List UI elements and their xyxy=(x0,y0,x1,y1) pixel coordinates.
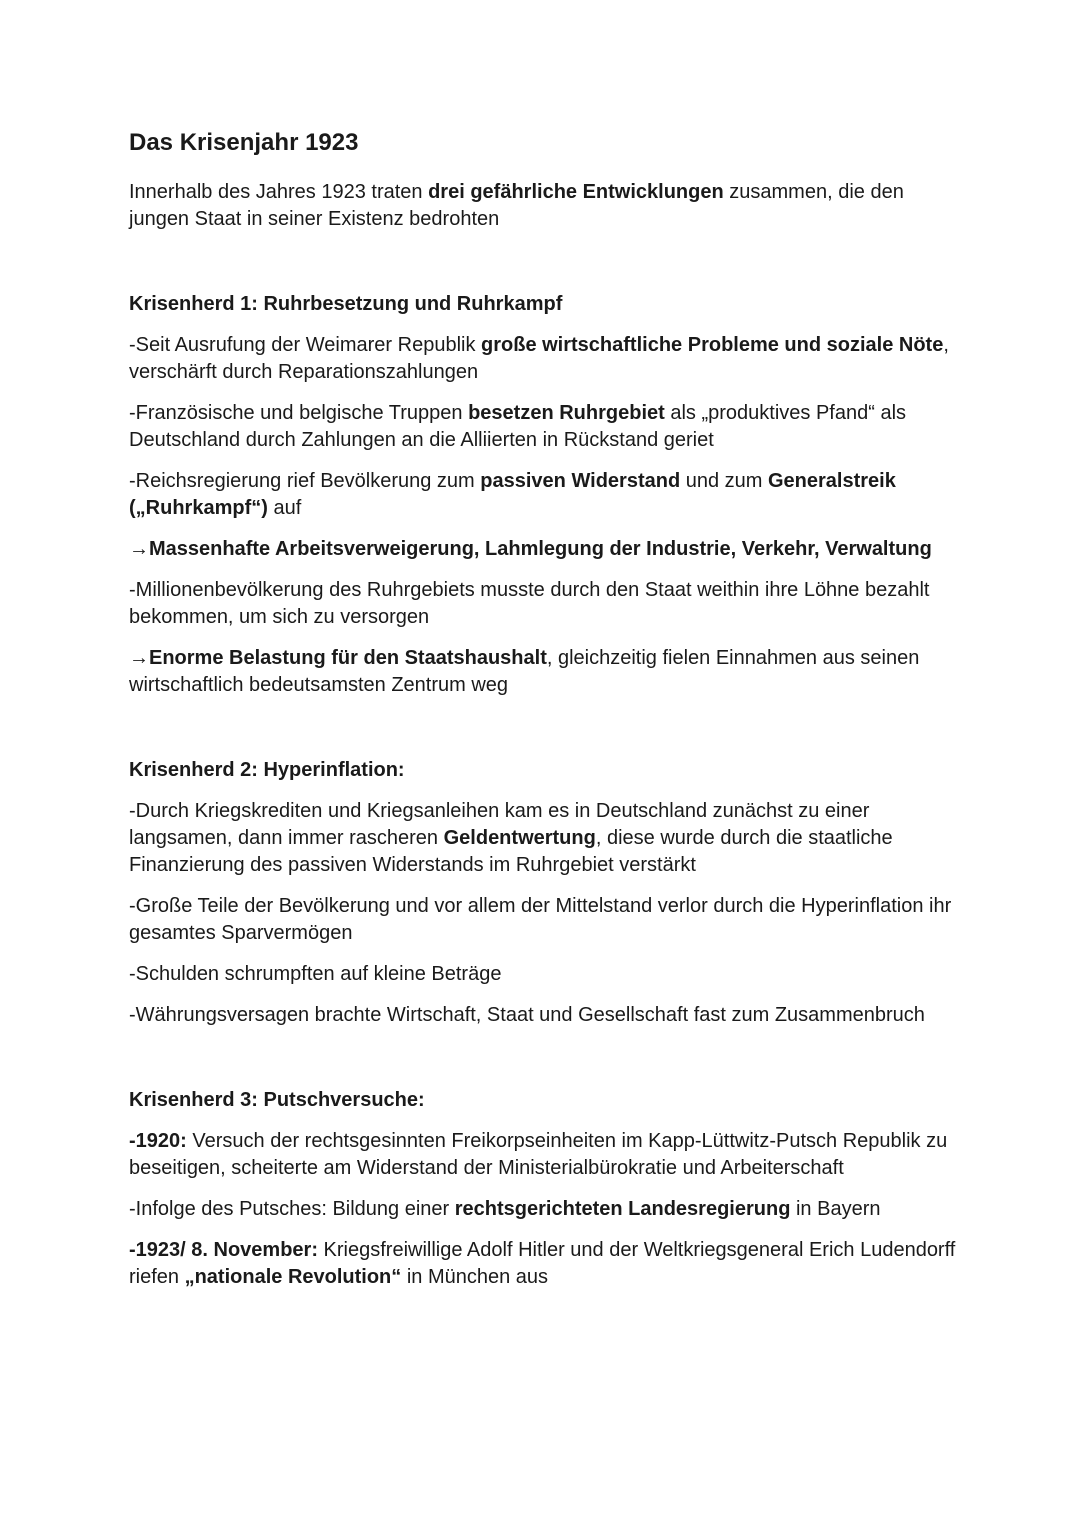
text-run: -Schulden schrumpften auf kleine Beträge xyxy=(129,963,502,985)
bold-text: Generalstreik („Ruhrkampf“) xyxy=(129,470,896,519)
section-krisenherd-1 xyxy=(129,291,969,699)
text-run: -Millionenbevölkerung des Ruhrgebiets musste durch den Staat weithin ihre Löhne bezahlt bekommen, um sich zu versorgen xyxy=(129,579,930,628)
text-run: in Bayern xyxy=(790,1198,881,1220)
text-run: -Infolge des Putsches: Bildung einer xyxy=(129,1198,455,1220)
list-item xyxy=(129,798,969,879)
bold-text: passiven Widerstand xyxy=(480,470,681,492)
bold-text: -1923/ 8. November: xyxy=(129,1239,318,1261)
list-item xyxy=(129,893,969,947)
text-run: , gleichzeitig fielen Einnahmen aus seinen wirtschaftlich bedeutsamsten Zentrum weg xyxy=(129,647,920,696)
section-krisenherd-3 xyxy=(129,1087,969,1291)
text-run: -Reichsregierung rief Bevölkerung zum xyxy=(129,470,481,492)
text-run: Versuch der rechtsgesinnten Freikorpseinheiten im Kapp-Lüttwitz-Putsch Republik zu beseitigen, scheiterte am Widerstand der Ministerialbürokratie und Arbeiterschaft xyxy=(129,1130,948,1179)
text-run: Innerhalb des Jahres 1923 traten xyxy=(129,181,429,203)
text-run: -Französische und belgische Truppen xyxy=(129,402,469,424)
list-item xyxy=(129,1237,969,1291)
section-krisenherd-2 xyxy=(129,757,969,1029)
bold-text: rechtsgerichteten Landesregierung xyxy=(454,1198,791,1220)
list-item xyxy=(129,577,969,631)
bold-text: →Massenhafte Arbeitsverweigerung, Lahmlegung der Industrie, Verkehr, Verwaltung xyxy=(129,538,932,560)
list-item xyxy=(129,1196,969,1223)
bold-text: Geldentwertung xyxy=(443,827,596,849)
bold-text: drei gefährliche Entwicklungen xyxy=(428,181,724,203)
text-run: auf xyxy=(267,497,302,519)
text-run: -Große Teile der Bevölkerung und vor allem der Mittelstand verlor durch die Hyperinflation ihr gesamtes Sparvermögen xyxy=(129,895,952,944)
list-item xyxy=(129,400,969,454)
text-run: zusammen, die den jungen Staat in seiner Existenz bedrohten xyxy=(129,181,904,230)
text-run: -Durch Kriegskrediten und Kriegsanleihen kam es in Deutschland zunächst zu einer langsamen, dann immer rascheren xyxy=(129,800,870,849)
bold-text: große wirtschaftliche Probleme und soziale Nöte xyxy=(481,334,944,356)
document-page xyxy=(129,128,969,1305)
text-run: und zum xyxy=(680,470,768,492)
text-run: -Währungsversagen brachte Wirtschaft, Staat und Gesellschaft fast zum Zusammenbruch xyxy=(129,1004,925,1026)
intro-paragraph xyxy=(129,179,969,233)
list-item xyxy=(129,961,969,988)
section-heading: Krisenherd 2: Hyperinflation: xyxy=(129,759,405,781)
list-item xyxy=(129,1128,969,1182)
list-item xyxy=(129,536,969,563)
list-item xyxy=(129,468,969,522)
section-heading: Krisenherd 1: Ruhrbesetzung und Ruhrkampf xyxy=(129,293,563,315)
text-run: -Seit Ausrufung der Weimarer Republik xyxy=(129,334,482,356)
text-run: als „produktives Pfand“ als Deutschland durch Zahlungen an die Alliierten in Rückstand geriet xyxy=(129,402,907,451)
list-item xyxy=(129,332,969,386)
text-run: , verschärft durch Reparationszahlungen xyxy=(129,334,949,383)
bold-text: besetzen Ruhrgebiet xyxy=(468,402,665,424)
list-item xyxy=(129,1002,969,1029)
text-run: , diese wurde durch die staatliche Finanzierung des passiven Widerstands im Ruhrgebiet verstärkt xyxy=(129,827,893,876)
section-heading: Krisenherd 3: Putschversuche: xyxy=(129,1089,425,1111)
text-run: Kriegsfreiwillige Adolf Hitler und der Weltkriegsgeneral Erich Ludendorff riefen xyxy=(129,1239,956,1288)
text-run: in München aus xyxy=(401,1266,549,1288)
bold-text: -1920: xyxy=(129,1130,187,1152)
page-title: Das Krisenjahr 1923 xyxy=(129,129,359,156)
bold-text: →Enorme Belastung für den Staatshaushalt xyxy=(129,647,547,669)
list-item xyxy=(129,645,969,699)
bold-text: „nationale Revolution“ xyxy=(184,1266,402,1288)
